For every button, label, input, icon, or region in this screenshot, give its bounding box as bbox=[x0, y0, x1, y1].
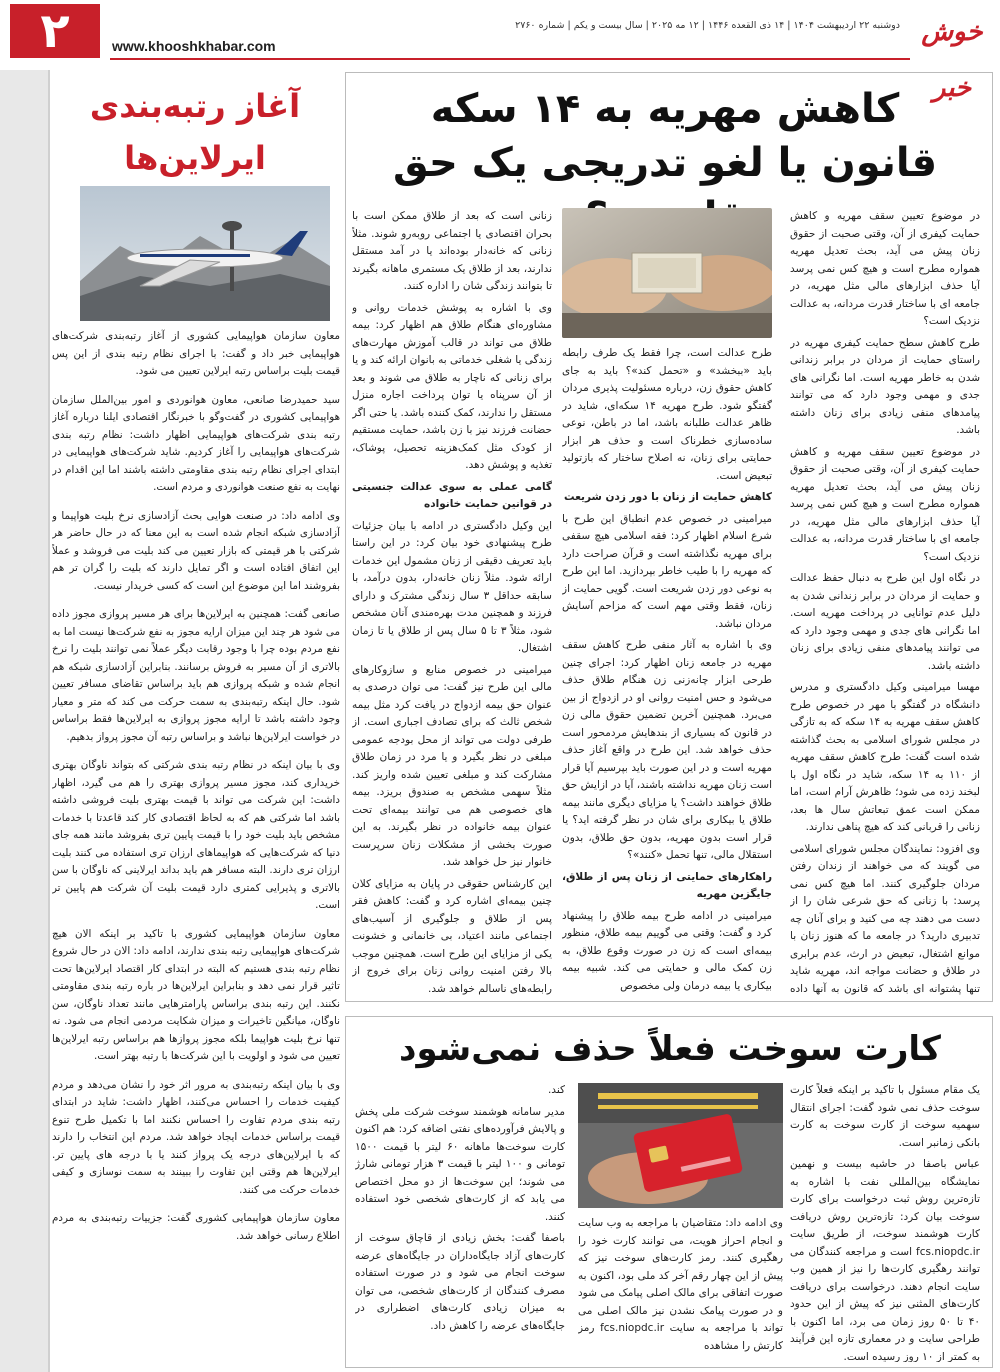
paragraph: وی با اشاره به آثار منفی طرح کاهش سقف مهریه در جامعه زنان اظهار کرد: اجرای چنین طرحی ابزار چانه‌زنی زن هنگام طلاق حذف می‌شود و حس امنیت روانی او در ازدواج از بین می‌برد. همچنین آخرین تضمین حقوق مالی زن در قانون که بسیاری از بندهایش مردمحور است حذف خواهد شد. این طرح در واقع آغاز حذف مهریه است و در این صورت باید بپرسیم آیا قرار است زنان مهریه نداشته باشند، آیا در ازایش حق طلاق خواهند داشت؟ یا مزایای دیگری مانند بیمه طلاق یا بیکاری برای شان در نظر گرفته اید؟ یا قرار است بدون مهریه، بدون حق طلاق، بدون استقلال مالی، تنها تحمل «کنند»؟ bbox=[562, 639, 772, 861]
paragraph: یک مقام مسئول با تاکید بر اینکه فعلاً کارت سوخت حذف نمی شود گفت: اجرای انتقال سهمیه سوخت از کارت سوخت به کارت بانکی زمانبر است. bbox=[790, 1084, 980, 1149]
paragraph: در نگاه اول این طرح به دنبال حفظ عدالت و حمایت از مردان در برابر زندانی شدن به دلیل عدم توانایی در پرداخت مهریه است. اما نگرانی های جدی و مهمی وجود دارد که می توانند پیامدهای منفی زیادی برای زنان داشته باشد. bbox=[790, 572, 980, 672]
side-article-headline bbox=[50, 80, 340, 184]
main-article-column-middle bbox=[562, 345, 772, 1000]
masthead bbox=[0, 0, 1000, 103]
money-exchange-photo bbox=[562, 208, 772, 338]
paragraph: سید حمیدرضا صانعی، معاون هوانوردی و امور بین‌الملل سازمان هواپیمایی کشوری در گفت‌وگو با خبرنگار اقتصادی ایلنا درباره آغاز رتبه بندی شرکت‌های هواپیمایی اظهار داشت: نظام رتبه بندی شرکت‌های هواپیمایی را آغاز کردیم. شاید شرکت‌های هواپیمایی در ابتدای اجرای نظام رتبه بندی مقاومتی داشته باشند اما این اقدام در نهایت به نفع صنعت هوانوردی و مردم است. bbox=[52, 393, 340, 493]
site-url[interactable]: www.khooshkhabar.com bbox=[112, 38, 276, 54]
paragraph: در موضوع تعیین سقف مهریه و کاهش حمایت کیفری از آن، وقتی صحبت از حقوق زنان پیش می آید، بحث تعدیل مهریه همواره مطرح است و هیچ کس نمی پرسد آیا حذف ابزارهای مالی مثل مهریه، در جامعه ای با ساختار قدرت مردانه، به عدالت نزدیک است؟ bbox=[790, 445, 980, 563]
paragraph: این کارشناس حقوقی در پایان به مزایای کلان چنین بیمه‌ای اشاره کرد و گفت: کاهش فقر پس از طلاق و جلوگیری از آسیب‌های اجتماعی مانند اعتیاد، بی خانمانی و خشونت یکی از مزایای این طرح است. همچنین موجب بالا رفتن امنیت روانی زنان برای خروج از رابطه‌های ناسالم خواهد شد. bbox=[352, 877, 552, 995]
subheading: کاهش حمایت از زنان با دور زدن شریعت bbox=[564, 491, 772, 503]
paragraph: وی ادامه داد: متقاضیان با مراجعه به وب سایت و انجام احراز هویت، می توانند کارت خود را رهگیری کنند. رمز کارت‌های سوخت نیز که پیش از این چهار رقم آخر کد ملی بود، اکنون به صورت اتفاقی برای مالک اصلی پیامک می شود و در صورت پیامک نشدن نیز مالک اصلی می تواند با مراجعه به سایت fcs.niopdc.ir رمز کارتش را مشاهده bbox=[578, 1217, 783, 1352]
side-article-body bbox=[52, 328, 340, 1368]
paragraph: معاون سازمان هواپیمایی کشوری از آغاز رتبه‌بندی شرکت‌های هواپیمایی خبر داد و گفت: با اجرای نظام رتبه بندی از این پس قیمت بلیت براساس رتبه ایرلاین تعیین می شود. bbox=[52, 330, 340, 377]
paragraph: مهسا میرامینی وکیل دادگستری و مدرس دانشگاه در گفتگو با مهر در خصوص طرح کاهش سقف مهریه به ۱۴ سکه که به تازگی در مجلس شورای اسلامی به بحث گذاشته شده است گفت: طرح کاهش سقف مهریه از ۱۱۰ به ۱۴ سکه، شاید در نگاه اول با لبخند زده می شود؛ ظاهرش آرام است، اما ممکن است عمق تبعاتش سال ها بعد، زنانی را قربانی کند که هیچ پناهی ندارند. bbox=[790, 681, 980, 833]
fuel-card-photo bbox=[578, 1083, 783, 1208]
paragraph: معاون سازمان هواپیمایی کشوری با تاکید بر اینکه الان هیچ شرکت‌های هواپیمایی رتبه بندی ندارند، ادامه داد: الان در حال شروع نظام رتبه بندی هستیم که البته در ابتدای کار اقتصاد ایرلاین‌ها تحت تاثیر قرار نمی دهد و بنابراین ایرلاین‌ها در باره رتبه بندی مقاومتی نکنند. این رتبه بندی براساس پارامترهایی مانند تعداد ناوگان، سن ناوگان، میانگین تاخیرات و میزان شکایت مردمی انجام می شود. نه تنها نرخ بلیت هواپیما بلکه مجوز پروازها هم براساس رتبه ایرلاین‌ها تعیین می شود و اولویت با این شرکت‌ها با رتبه بهتر است. bbox=[52, 927, 340, 1062]
paragraph: میرامینی در خصوص منابع و سازوکارهای مالی این طرح نیز گفت: می توان درصدی به عنوان حق بیمه ازدواج در یافت کرد مثل بیمه شخص ثالث که برای تصادف اجباری است. از طرفی دولت می تواند از محل بودجه عمومی مبلغی در نظر بگیرد و یا مرد در زمان طلاق مشارکت کند و مبلغی تعیین شده واریز کند. مثلاً سهمی مشخص به صندوق بریزد. بیمه های خصوصی هم می توانند بیمه‌ای تحت عنوان بیمه خانواده در نظر بگیرند. به این صورت بخشی از مشکلات زنان سرپرست خانوار نیز حل خواهد شد. bbox=[352, 663, 552, 868]
bottom-article-column-middle bbox=[578, 1215, 783, 1365]
margin-divider bbox=[48, 70, 50, 1372]
header-divider bbox=[110, 58, 910, 60]
paragraph: وی با بیان اینکه در نظام رتبه بندی شرکتی که بتواند ناوگان بهتری خریداری کند، مجوز مسیر پروازی بهتری را هم می گیرد، اظهار داشت: این شرکت می تواند با قیمت بهتری بلیت فروشی داشته باشد اما شرکتی هم که به لحاظ اقتصادی کار کند قاعدتا با خدمات مشخص باید بلیت خود را با قیمت پایین تری بفروشد مانند همه جای دنیا که شرکت‌هایی که هواپیماهای ارزان تری استفاده می کنند بلیت ارزان تری دارند. البته مسافر هم باید بداند ایرلاینی که ناوگان با سن بالاتری و پذیرایی کمتری دارد قیمت بلیت آن شرکت هم پایین تر است. bbox=[52, 759, 340, 911]
paragraph: میرامینی در ادامه طرح بیمه طلاق را پیشنهاد کرد و گفت: وقتی می گوییم بیمه طلاق، منظور بیمه‌ای است که زن در صورت وقوع طلاق، به زن کمک مالی و حمایتی می کند. شبیه بیمه بیکاری یا بیمه درمان ولی مخصوص bbox=[562, 909, 772, 992]
paragraph: طرح عدالت است، چرا فقط یک طرف رابطه باید «ببخشد» و «تحمل کند»؟ باید به جای کاهش حقوق زن، درباره مسئولیت پذیری مردان گفتگو شود. طرح مهریه ۱۴ سکه‌ای، شاید در ظاهر عدالت طلبانه باشد، اما در باطن، نوعی ساده‌سازی خطرناک است و حذف هر ابزار حمایتی برای زنان، نه اصلاح ساختار که بازتولید تبعیض است. bbox=[562, 347, 772, 482]
side-headline-line-1: آغاز رتبه‌بندی bbox=[89, 87, 301, 125]
bottom-article-column-right bbox=[790, 1082, 980, 1362]
paragraph: کند. bbox=[547, 1084, 565, 1096]
headline-line-1: کاهش مهریه به ۱۴ سکه bbox=[430, 86, 900, 132]
paragraph: عباس باصفا در حاشیه بیست و نهمین نمایشگاه بین‌المللی نفت با اشاره به تازه‌ترین روش ثبت درخواست برای کارت سوخت بیان کرد: تازه‌ترین روش دریافت کارت هوشمند سوخت، از طریق سایت fcs.niopdc.ir است و مراجعه کنندگان می توانند رهگیری کارت‌ها را نیز از همین وب سایت انجام دهند. درخواست برای دریافت کارت‌های المثنی نیز که پیش از این حدود ۴۰ تا ۵۰ روز زمان می برد، اما اکنون با طراحی سایت و در معماری تازه این فرآیند به کمتر از ۱۰ روز رسیده است. bbox=[790, 1158, 980, 1362]
paragraph: وی با بیان اینکه رتبه‌بندی به مرور اثر خود را نشان می‌دهد و مردم کیفیت خدمات را احساس می‌کنند، اظهار داشت: شاید در ابتدای رتبه بندی مردم تفاوت را احساس نکنند اما با تکمیل طرح تنوع قیمت براساس خدمات ایجاد خواهد شد. مردم این انتخاب را دارند که با ایرلاین‌های درجه یک پرواز کنند یا با درجه های پایین تر. ایرلاین‌ها هم وقتی این تفاوت را ببینند به سمت نوسازی و کیفی خدمات حرکت می کنند. bbox=[52, 1078, 340, 1196]
subheading: گامی عملی به سوی عدالت جنسیتی در قوانین حمایت خانواده bbox=[352, 480, 552, 510]
paragraph: میرامینی در خصوص عدم انطباق این طرح با شرع اسلام اظهار کرد: فقه اسلامی هیچ سقفی برای مهریه نگذاشته است و قرآن صراحت دارد که مهریه را با طیب خاطر بپردازید. اما این طرح به نوعی دور زدن شریعت است. گویی حمایت از زنان، فقط وقتی مهم است که مزاحم آسایش مردان نباشد. bbox=[562, 512, 772, 630]
main-article-column-left bbox=[352, 208, 552, 998]
paragraph: وی افزود: نمایندگان مجلس شورای اسلامی می گویند که می خواهند از زندان رفتن مردان جلوگیری کنند. اما هیچ کس نمی پرسد: با زنانی که حق شرعی شان را از دست می دهند چه می کنید و برای آنان چه تدبیری دارید؟ در جامعه ما که هنوز زنان با موانع اشتغال، تبعیض در ارث، عدم برابری در طلاق و حضانت مواجه اند، مهریه شاید تنها پشتوانه ای باشد که قانون به آنها داده bbox=[790, 842, 980, 995]
main-article-column-right bbox=[790, 208, 980, 998]
airliner-photo bbox=[80, 186, 330, 321]
side-headline-line-2: ایرلاین‌ها bbox=[124, 139, 266, 177]
paragraph: وی با اشاره به پوشش خدمات روانی و مشاوره‌ای هنگام طلاق هم اظهار کرد: بیمه طلاق می تواند در قالب آموزش مهارت‌های زندگی یا شغلی خدماتی به بانوان ارائه کند و یا برای زنانی که ناچار به طلاق می شوند و بعد از آن سرپناه یا توان پرداخت اجاره منزل مستقل را ندارند، کمک کننده باشد. یا حتی اگر حضانت فرزند نیز با زن باشد، حمایت مستقیم از کودک مثل کمک‌هزینه تحصیل، پوشاک، تغذیه و پوشش دهد. bbox=[352, 301, 552, 471]
bottom-article-column-left bbox=[355, 1082, 565, 1362]
paragraph: معاون سازمان هواپیمایی کشوری گفت: جزییات رتبه‌بندی به مردم اطلاع رسانی خواهد شد. bbox=[52, 1212, 340, 1242]
dateline: دوشنبه ۲۲ اردیبهشت ۱۴۰۴ | ۱۴ ذی القعده ۱۴۴۶ | ۱۲ مه ۲۰۲۵ | سال بیست و یکم | شماره ۲۷۶۰ bbox=[515, 20, 900, 31]
margin-strip bbox=[0, 70, 48, 1372]
headline-line-2: قانون یا لغو تدریجی یک حق bbox=[392, 140, 938, 186]
paragraph: باصفا گفت: بخش زیادی از قاچاق سوخت از کارت‌های آزاد جایگاه‌داران در جایگاه‌های عرضه سوخت انجام می شود و در صورت استفاده مصرف کنندگان از کارت‌های شخصی، می توان به میزان زیادی کارت‌های اضطراری در جایگاه‌های عرضه را کاهش داد. bbox=[355, 1232, 565, 1332]
paragraph: این وکیل دادگستری در ادامه با بیان جزئیات طرح پیشنهادی خود بیان کرد: در این راستا باید تعریف دقیقی از زنان مشمول این خدمات ارائه شود. مثلاً زنان خانه‌دار، بدون درآمد، با سابقه حداقل ۳ سال زندگی مشترک و دارای فرزند و همچنین مدت بهره‌مندی آنان مشخص شود، مثلاً ۳ تا ۵ سال پس از طلاق یا تا زمان اشتغال. bbox=[352, 519, 552, 654]
paragraph: وی ادامه داد: در صنعت هوایی بحث آزادسازی نرخ بلیت هواپیما و آزادسازی شبکه انجام شده است به این معنا که در حال حاضر هر شرکتی با هر قیمتی که بازار تعیین می کند بلیت می فروشد و عملاً این اتفاق افتاده است و اگر تمایل دارند که بلیت را گران تر هم بفروشند اما این موضوع این است که کسی خریدار نیست. bbox=[52, 509, 340, 592]
newspaper-logo: خوش خبر bbox=[921, 17, 983, 103]
paragraph: صانعی گفت: همچنین به ایرلاین‌ها برای هر مسیر پروازی مجوز داده می شود هر چند این میزان ارایه مجوز به نفع شرکت‌ها نیست اما به نفع مردم بوده چرا با وجود رقابت دیگر عملاً نمی توانند بلیت را نرخ بالاتری از آن مسیر به فروش برسانند. بنابراین آزادسازی شبکه هم انجام شده و شبکه پروازی هم باید براساس تقاضای مسافر تعیین شود. حال اینکه رتبه‌بندی به سمت حرکت می کند که متر و معیار وجود داشته باشد تا ارایه مجوز پروازی به ایرلاین‌ها فقط براساس در خواست ایرلاین‌ها نباشد و براساس رتبه آن مجوز پرواز بدهیم. bbox=[52, 608, 340, 743]
paragraph: زنانی است که بعد از طلاق ممکن است با بحران اقتصادی یا اجتماعی روبه‌رو شوند. مثلاً زنانی که خانه‌دار بوده‌اند یا در آمد مستقل ندارند، بعد از طلاق یک مستمری ماهانه بگیرند تا بتوانند زندگی شان را اداره کنند. bbox=[352, 210, 552, 292]
paragraph: طرح کاهش سطح حمایت کیفری مهریه در راستای حمایت از مردان در برابر زندانی شدن به خاطر مهریه است. اما نگرانی های جدی و مهمی وجود دارد که می توانند پیامدهای منفی زیادی برای زنان داشته باشد. bbox=[790, 336, 980, 436]
bottom-article-headline: کارت سوخت فعلاً حذف نمی‌شود bbox=[399, 1029, 941, 1069]
paragraph: مدیر سامانه هوشمند سوخت شرکت ملی پخش و پالایش فرآورده‌های نفتی اضافه کرد: هم اکنون کارت سوخت‌ها ماهانه ۶۰ لیتر با قیمت ۱۵۰۰ تومانی و ۱۰۰ لیتر با قیمت ۳ هزار تومانی شارژ می شوند؛ این سوخت‌ها از دو محل اختصاص می یابد که از کارت‌های شخصی خود استفاده کنند. bbox=[355, 1105, 565, 1223]
paragraph: در موضوع تعیین سقف مهریه و کاهش حمایت کیفری از آن، وقتی صحبت از حقوق زنان پیش می آید، بحث تعدیل مهریه همواره مطرح است و هیچ کس نمی پرسد آیا حذف ابزارهای مالی مثل مهریه، در جامعه ای با ساختار قدرت مردانه، به عدالت نزدیک است؟ bbox=[790, 210, 980, 327]
subheading: راهکارهای حمایتی از زنان پس از طلاق، جایگزین مهریه bbox=[562, 870, 772, 900]
page-number: ۲ bbox=[10, 4, 100, 58]
